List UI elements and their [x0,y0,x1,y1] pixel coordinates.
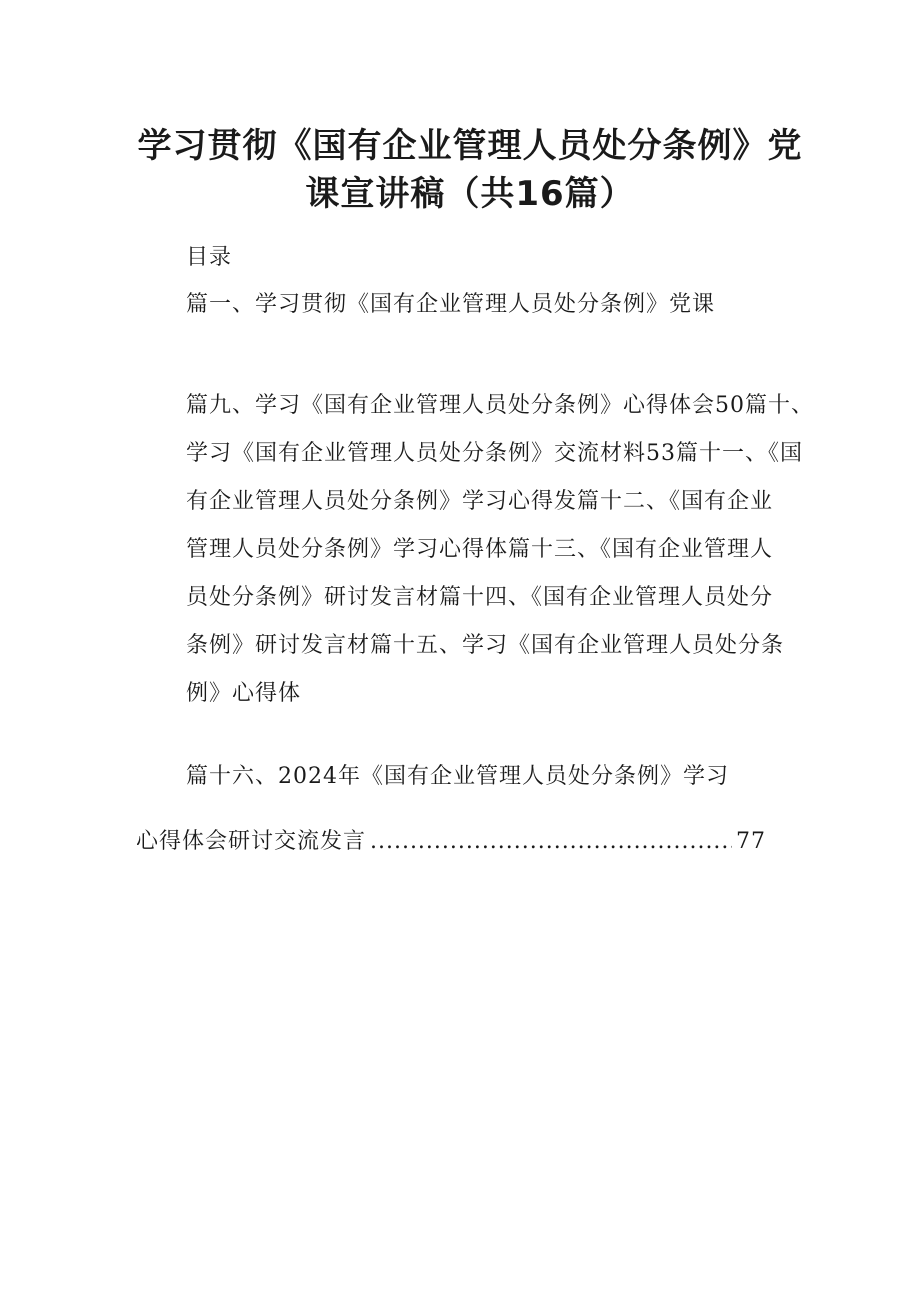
toc-entry-16-text: 心得体会研讨交流发言 [136,829,367,854]
toc-paragraph [186,382,814,718]
toc-paragraph-line: 篇九、学习《国有企业管理人员处分条例》心得体会50篇十、 [186,393,814,418]
document-title-line-1: 学习贯彻《国有企业管理人员处分条例》党 [137,126,803,166]
toc-paragraph-line: 管理人员处分条例》学习心得体篇十三、《国有企业管理人 [186,537,774,562]
toc-page-number: 77 [736,829,766,854]
toc-entry-1: 篇一、学习贯彻《国有企业管理人员处分条例》党课 [186,292,716,317]
document-title-line-2: 课宣讲稿（共16篇） [305,174,635,214]
toc-paragraph-line: 例》心得体 [186,681,302,706]
toc-entry-16-continuation [136,826,766,858]
toc-dot-leader [370,826,732,858]
toc-paragraph-line: 员处分条例》研讨发言材篇十四、《国有企业管理人员处分 [186,585,774,610]
toc-paragraph-line: 有企业管理人员处分条例》学习心得发篇十二、《国有企业 [186,489,774,514]
toc-paragraph-line: 学习《国有企业管理人员处分条例》交流材料53篇十一、《国 [186,441,803,466]
toc-entry-16: 篇十六、2024年《国有企业管理人员处分条例》学习 [186,764,729,789]
toc-heading: 目录 [186,245,233,270]
toc-paragraph-line: 条例》研讨发言材篇十五、学习《国有企业管理人员处分条 [186,633,785,658]
